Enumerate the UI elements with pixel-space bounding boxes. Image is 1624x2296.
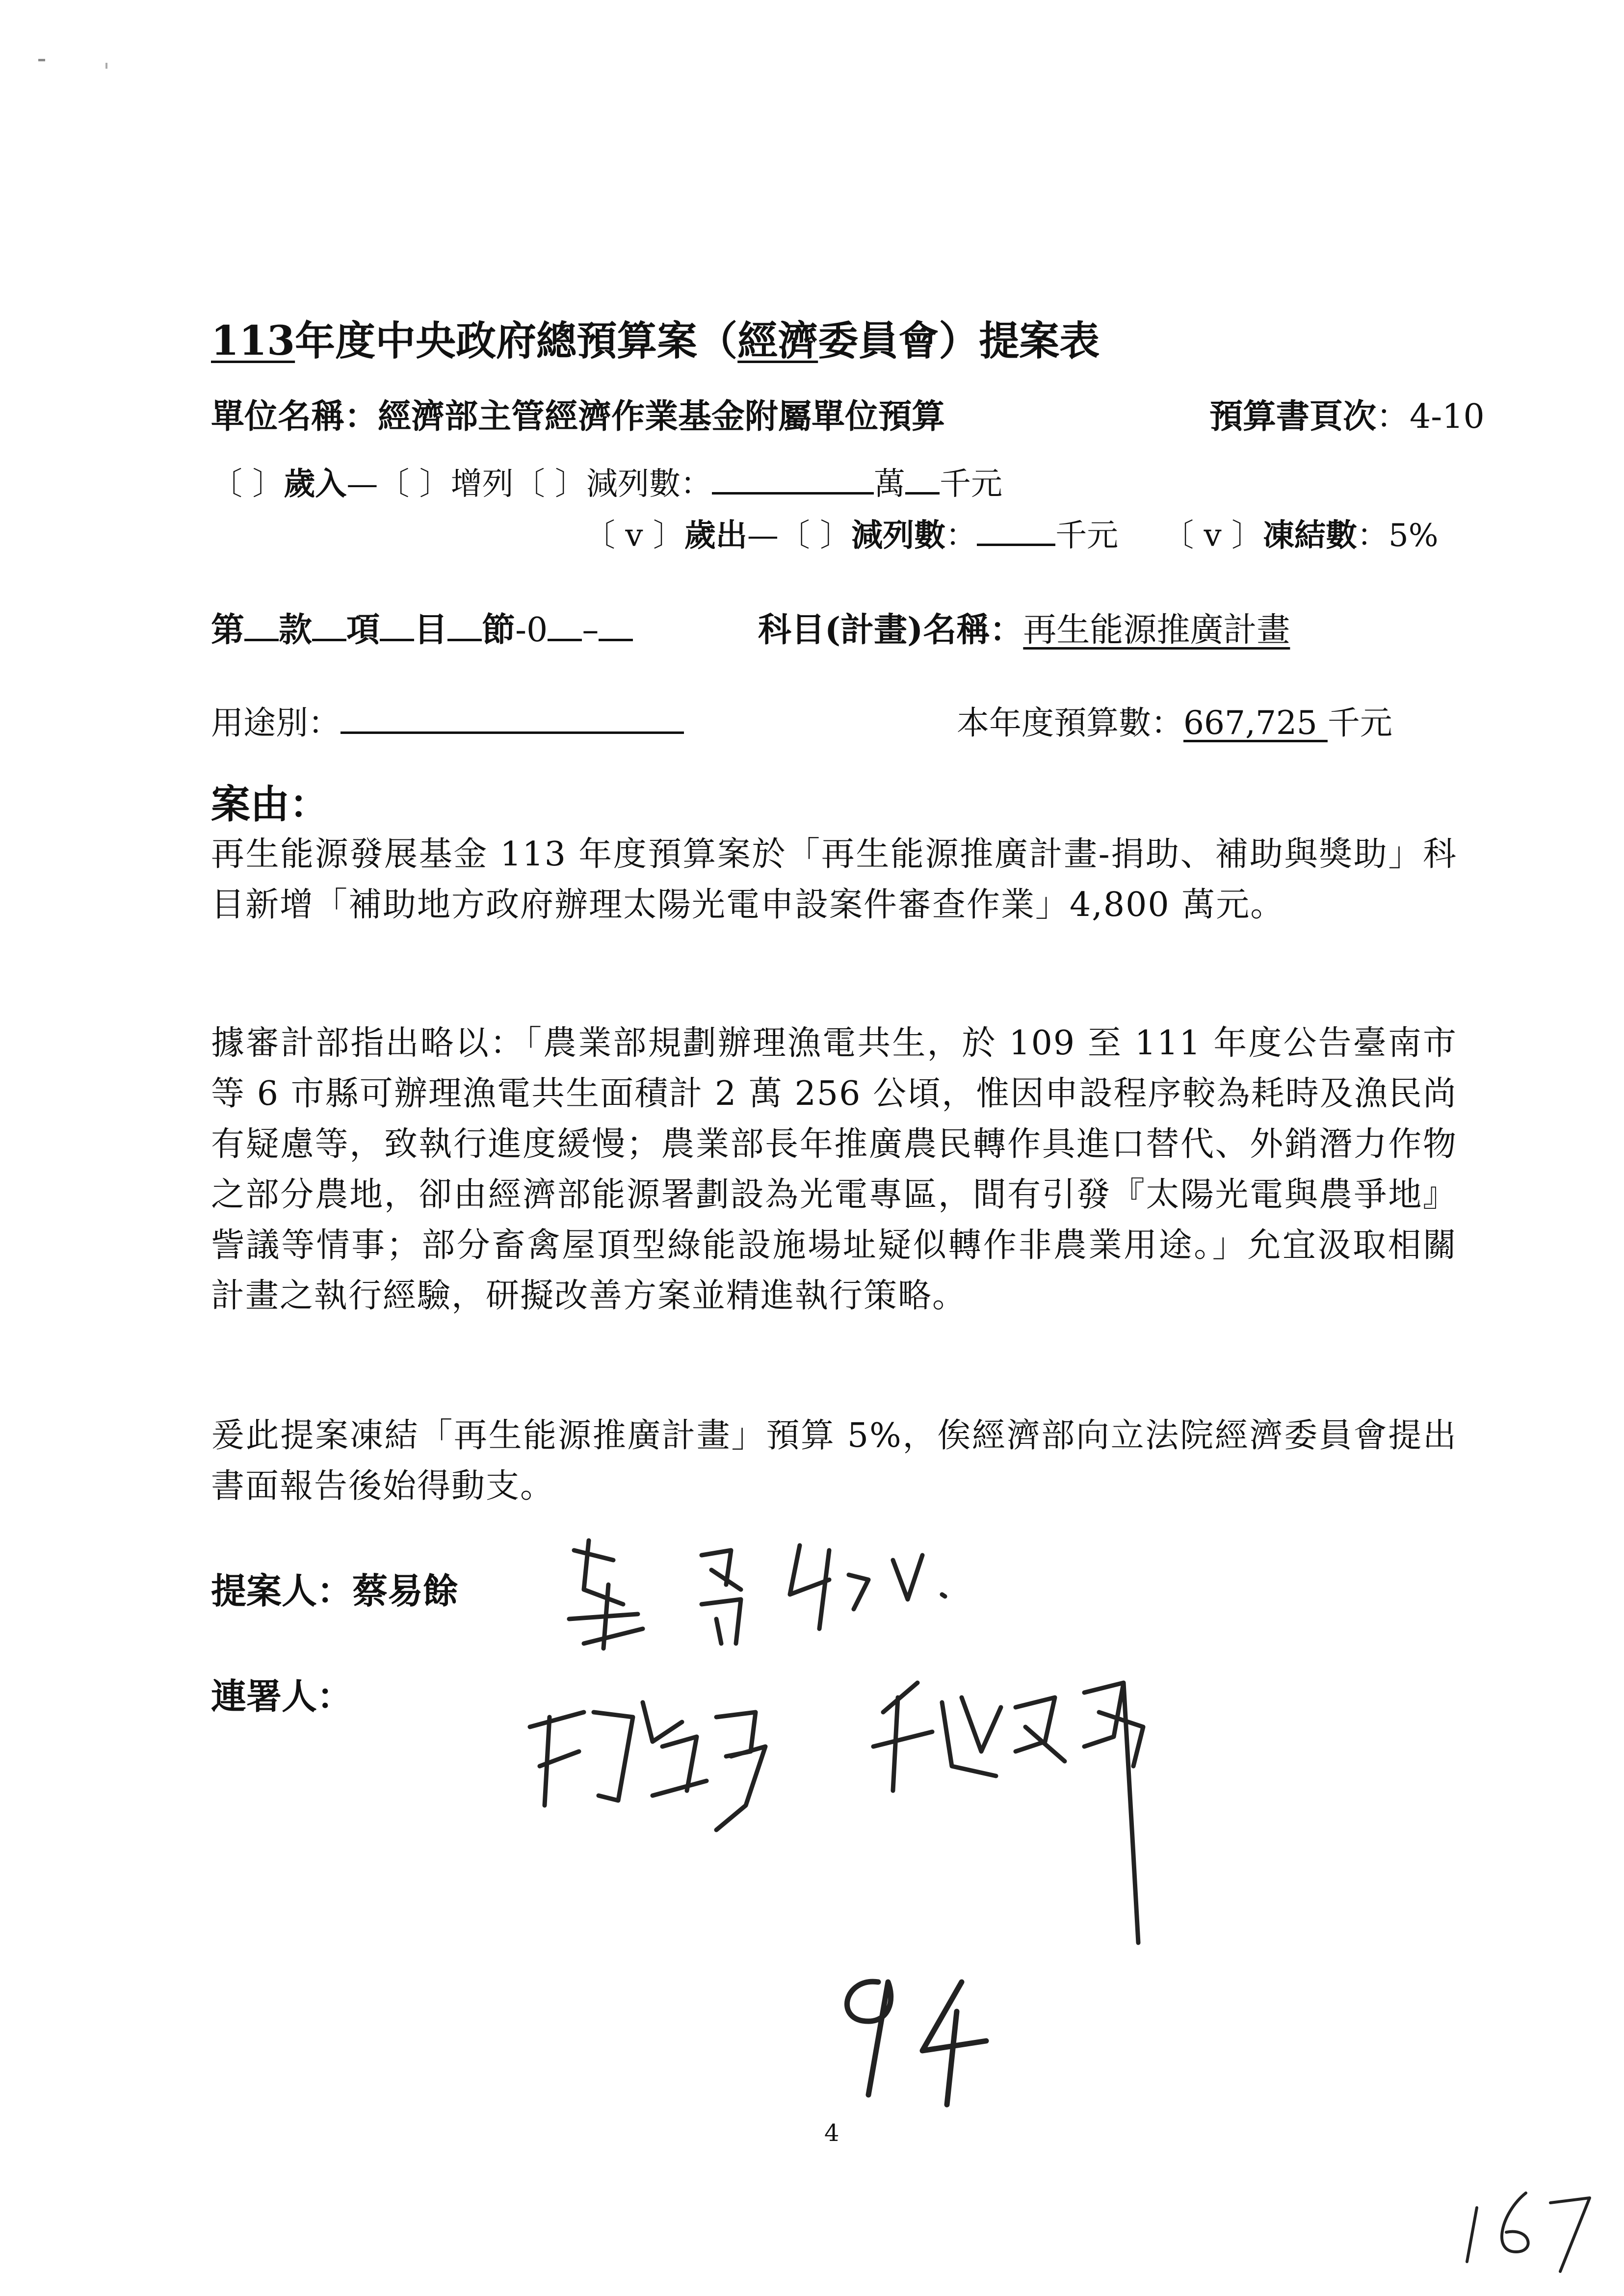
usage-line xyxy=(211,697,684,743)
handwritten-corner-number xyxy=(1457,2178,1604,2276)
subject-value: 再生能源推廣計畫 xyxy=(1023,611,1290,650)
expense-label: 歲出 xyxy=(684,517,747,554)
budget-value: 667,725 xyxy=(1183,704,1328,742)
section-di: 第 xyxy=(211,610,245,650)
title-committee: 經濟 xyxy=(737,317,818,365)
budget-label: 本年度預算數： xyxy=(957,704,1183,742)
expense-dash: — xyxy=(747,518,779,554)
page-number: 4 xyxy=(824,2119,839,2147)
reason-paragraph-2: 據審計部指出略以：「農業部規劃辦理漁電共生，於 109 至 111 年度公告臺南市等 6 市縣可辦理漁電共生面積計 2 萬 256 公頃，惟因申設程序較為耗時及漁民尚有疑慮等，致執行進度緩慢；農業部長年推廣農民轉作具進口替代、外銷潛力作物之部分農地，卻由經濟部能源署劃設為光電專區，間有引發『太陽光電與農爭地』訾議等情事；部分畜禽屋頂型綠能設施場址疑似轉作非農業用途。」允宜汲取相關計畫之執行經驗，研擬改善方案並精進執行策略。 xyxy=(211,1024,1457,1315)
expense-dec-blank xyxy=(977,514,1055,546)
unit-value: 經濟部主管經濟作業基金附屬單位預算 xyxy=(378,397,945,436)
proposer-line xyxy=(211,1563,458,1614)
usage-label: 用途別： xyxy=(211,704,341,742)
usage-blank xyxy=(341,702,684,734)
freeze-bracket: 〔 v 〕 xyxy=(1162,518,1263,554)
reason-paragraph-3: 爰此提案凍結「再生能源推廣計畫」預算 5%，俟經濟部向立法院經濟委員會提出書面報告後始得動支。 xyxy=(211,1416,1457,1506)
expense-line xyxy=(584,510,1439,555)
cosigner-label: 連署人： xyxy=(211,1675,353,1717)
jie-blank xyxy=(447,609,482,641)
expense-qianyuan: 千元 xyxy=(1055,518,1119,554)
revenue-line xyxy=(211,459,1002,504)
title-part1: 年度中央政府總預算案（ xyxy=(295,317,738,365)
section-code: -0 xyxy=(515,611,548,650)
decrease-label: 減列數： xyxy=(586,466,712,502)
budget-book-page xyxy=(1209,390,1485,438)
reason-paragraph-1: 再生能源發展基金 113 年度預算案於「再生能源推廣計畫-捐助、補助與獎助」科目新增「補助地方政府辦理太陽光電申設案件審查作業」4,800 萬元。 xyxy=(211,835,1457,924)
budget-amount xyxy=(957,697,1392,743)
proposer-signature xyxy=(554,1531,996,1658)
section-dash: – xyxy=(582,611,599,650)
unit-line xyxy=(211,390,945,438)
expense-colon: ： xyxy=(945,518,977,554)
revenue-bracket: 〔 〕 xyxy=(211,466,284,502)
section-line xyxy=(211,603,633,651)
increase-bracket: 〔 〕 xyxy=(378,466,451,502)
proposer-name: 蔡易餘 xyxy=(352,1570,459,1612)
freeze-label: 凍結數 xyxy=(1263,517,1358,554)
subject-label: 科目(計畫)名稱： xyxy=(758,610,1023,650)
cosigner-line xyxy=(211,1668,352,1719)
freeze-value: ：5% xyxy=(1357,518,1439,554)
revenue-qian-blank xyxy=(905,463,940,495)
handwritten-sheet-number xyxy=(814,1962,1011,2110)
mu-blank xyxy=(380,609,414,641)
cosigner-signature-2 xyxy=(868,1668,1187,1953)
code-blank-2 xyxy=(599,609,633,641)
expense-dec-label: 減列數 xyxy=(851,517,946,554)
page-label: 預算書頁次 xyxy=(1209,397,1377,436)
section-mu: 目 xyxy=(414,610,448,650)
title-year: 113 xyxy=(211,317,295,365)
unit-label: 單位名稱： xyxy=(211,397,378,436)
increase-label: 增列 xyxy=(450,466,514,502)
subject-field xyxy=(758,603,1290,651)
section-jie: 節 xyxy=(482,610,516,650)
budget-unit: 千元 xyxy=(1327,704,1392,742)
scan-speck xyxy=(38,59,45,61)
proposer-label: 提案人： xyxy=(211,1570,353,1612)
code-blank xyxy=(548,609,582,641)
expense-bracket: 〔 v 〕 xyxy=(584,518,684,554)
section-xiang: 項 xyxy=(346,610,380,650)
revenue-wan-blank xyxy=(712,463,874,495)
revenue-dash: — xyxy=(346,466,378,502)
section-kuan: 款 xyxy=(279,610,313,650)
revenue-qianyuan: 千元 xyxy=(940,466,1003,502)
expense-dec-bracket: 〔 〕 xyxy=(778,518,852,554)
revenue-label: 歲入 xyxy=(284,466,347,502)
page-value: ：4-10 xyxy=(1376,397,1485,436)
kuan-blank xyxy=(244,609,279,641)
cosigner-signature-1 xyxy=(520,1683,814,1859)
page-title xyxy=(211,309,1100,366)
decrease-bracket: 〔 〕 xyxy=(513,466,587,502)
xiang-blank xyxy=(312,609,346,641)
reason-heading: 案由： xyxy=(211,781,329,827)
wan-unit: 萬 xyxy=(874,466,906,502)
title-part2: 委員會）提案表 xyxy=(818,317,1100,365)
scan-speck-2 xyxy=(105,63,107,69)
